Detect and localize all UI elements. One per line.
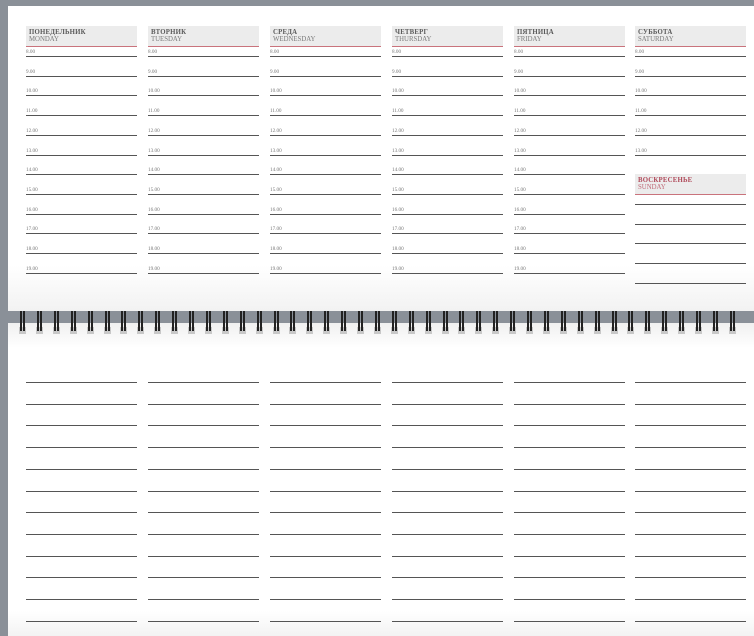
- spiral-coil: [120, 306, 127, 334]
- slot-time-label: 15.00: [270, 186, 282, 193]
- note-line[interactable]: [635, 556, 746, 557]
- note-line[interactable]: [270, 599, 381, 600]
- time-slot[interactable]: [270, 143, 381, 156]
- slot-time-label: 11.00: [148, 108, 160, 115]
- note-line[interactable]: [270, 425, 381, 426]
- spiral-coil: [577, 306, 584, 334]
- spiral-coil: [323, 306, 330, 334]
- time-slot[interactable]: [270, 182, 381, 195]
- sunday-slot[interactable]: [635, 192, 746, 205]
- note-line[interactable]: [514, 577, 625, 578]
- note-line[interactable]: [635, 404, 746, 405]
- time-slot[interactable]: [148, 221, 259, 234]
- time-slot[interactable]: [26, 261, 137, 274]
- day-column-monday: [26, 6, 137, 306]
- sunday-slot[interactable]: [635, 271, 746, 284]
- note-line[interactable]: [392, 447, 503, 448]
- slot-time-label: 8.00: [514, 49, 524, 55]
- time-slot[interactable]: [392, 241, 503, 254]
- note-line[interactable]: [392, 382, 503, 383]
- spiral-coil: [357, 306, 364, 334]
- spiral-coil: [509, 306, 516, 334]
- slot-time-label: 11.00: [514, 108, 526, 115]
- note-line[interactable]: [270, 621, 381, 622]
- note-line[interactable]: [635, 512, 746, 513]
- time-slot[interactable]: [635, 44, 746, 57]
- time-slot[interactable]: [148, 261, 259, 274]
- time-slot[interactable]: [392, 162, 503, 175]
- note-line[interactable]: [270, 447, 381, 448]
- spiral-coil: [70, 306, 77, 334]
- note-line[interactable]: [514, 491, 625, 492]
- slot-time-label: 13.00: [514, 147, 526, 154]
- spiral-coil: [594, 306, 601, 334]
- note-line[interactable]: [514, 404, 625, 405]
- note-line[interactable]: [635, 382, 746, 383]
- day-name-ru: ВОСКРЕСЕНЬЕ: [638, 177, 693, 184]
- slot-time-label: 13.00: [392, 147, 404, 154]
- spiral-coil: [19, 306, 26, 334]
- day-name-en: MONDAY: [29, 36, 59, 43]
- note-line[interactable]: [635, 599, 746, 600]
- spiral-coil: [289, 306, 296, 334]
- slot-time-label: 16.00: [514, 206, 526, 213]
- sunday-slot[interactable]: [635, 231, 746, 244]
- sunday-slot[interactable]: [635, 212, 746, 225]
- slot-time-label: 19.00: [392, 265, 404, 272]
- time-slot[interactable]: [270, 44, 381, 57]
- slot-time-label: 16.00: [392, 206, 404, 213]
- spiral-coil: [661, 306, 668, 334]
- slot-time-label: 14.00: [514, 167, 526, 174]
- spiral-coil: [36, 306, 43, 334]
- time-slot[interactable]: [514, 83, 625, 96]
- time-slot[interactable]: [270, 103, 381, 116]
- note-line[interactable]: [270, 469, 381, 470]
- spiral-coil: [239, 306, 246, 334]
- note-line[interactable]: [148, 469, 259, 470]
- time-slot[interactable]: [26, 221, 137, 234]
- day-column-thursday: [392, 6, 503, 306]
- note-line[interactable]: [514, 447, 625, 448]
- slot-time-label: 17.00: [270, 226, 282, 233]
- day-name-en: TUESDAY: [151, 36, 183, 43]
- note-line[interactable]: [26, 556, 137, 557]
- spiral-coil: [408, 306, 415, 334]
- spiral-coil: [188, 306, 195, 334]
- slot-time-label: 9.00: [514, 68, 524, 75]
- slot-time-label: 11.00: [26, 108, 38, 115]
- slot-time-label: 12.00: [270, 127, 282, 134]
- slot-time-label: 9.00: [392, 68, 402, 75]
- spiral-coil: [458, 306, 465, 334]
- slot-time-label: 14.00: [26, 167, 38, 174]
- slot-time-label: 9.00: [270, 68, 280, 75]
- time-slot[interactable]: [635, 83, 746, 96]
- spiral-coil: [678, 306, 685, 334]
- time-slot[interactable]: [26, 83, 137, 96]
- day-column-friday: [514, 6, 625, 306]
- slot-time-label: 11.00: [392, 108, 404, 115]
- spiral-coil: [154, 306, 161, 334]
- time-slot[interactable]: [392, 64, 503, 77]
- note-line[interactable]: [392, 425, 503, 426]
- note-line[interactable]: [635, 447, 746, 448]
- note-line[interactable]: [148, 404, 259, 405]
- time-slot[interactable]: [26, 143, 137, 156]
- note-line[interactable]: [148, 599, 259, 600]
- spiral-coil: [611, 306, 618, 334]
- day-column-saturday: [635, 6, 746, 306]
- slot-time-label: 10.00: [26, 88, 38, 95]
- slot-time-label: 10.00: [635, 88, 647, 95]
- day-name-en: THURSDAY: [395, 36, 432, 43]
- time-slot[interactable]: [148, 182, 259, 195]
- spiral-coil: [273, 306, 280, 334]
- time-slot[interactable]: [514, 44, 625, 57]
- slot-time-label: 11.00: [635, 108, 647, 115]
- spiral-coil: [492, 306, 499, 334]
- slot-time-label: 15.00: [392, 186, 404, 193]
- time-slot[interactable]: [148, 83, 259, 96]
- time-slot[interactable]: [392, 202, 503, 215]
- note-line[interactable]: [26, 382, 137, 383]
- time-slot[interactable]: [514, 221, 625, 234]
- time-slot[interactable]: [26, 123, 137, 136]
- time-slot[interactable]: [26, 103, 137, 116]
- time-slot[interactable]: [148, 123, 259, 136]
- note-line[interactable]: [392, 512, 503, 513]
- spiral-coil: [475, 306, 482, 334]
- note-line[interactable]: [270, 404, 381, 405]
- note-line[interactable]: [635, 534, 746, 535]
- slot-time-label: 8.00: [270, 49, 280, 55]
- note-line[interactable]: [26, 469, 137, 470]
- note-line[interactable]: [26, 425, 137, 426]
- spiral-coil: [104, 306, 111, 334]
- time-slot[interactable]: [514, 64, 625, 77]
- time-slot[interactable]: [392, 123, 503, 136]
- spiral-coil: [644, 306, 651, 334]
- time-slot[interactable]: [514, 143, 625, 156]
- slot-time-label: 13.00: [270, 147, 282, 154]
- slot-time-label: 19.00: [270, 265, 282, 272]
- slot-time-label: 19.00: [26, 265, 38, 272]
- slot-time-label: 16.00: [148, 206, 160, 213]
- time-slot[interactable]: [635, 64, 746, 77]
- note-line[interactable]: [26, 404, 137, 405]
- note-line[interactable]: [514, 556, 625, 557]
- time-slot[interactable]: [392, 221, 503, 234]
- note-line[interactable]: [270, 382, 381, 383]
- time-slot[interactable]: [270, 123, 381, 136]
- day-name-en: SUNDAY: [638, 184, 666, 191]
- slot-time-label: 15.00: [514, 186, 526, 193]
- note-line[interactable]: [392, 491, 503, 492]
- note-line[interactable]: [392, 404, 503, 405]
- note-line[interactable]: [514, 382, 625, 383]
- note-line[interactable]: [514, 425, 625, 426]
- slot-time-label: 12.00: [635, 127, 647, 134]
- day-name-ru: ПЯТНИЦА: [517, 29, 554, 36]
- spiral-coil: [560, 306, 567, 334]
- planner-notes-page: [8, 323, 754, 636]
- note-line[interactable]: [270, 491, 381, 492]
- day-name-ru: ЧЕТВЕРГ: [395, 29, 428, 36]
- note-line[interactable]: [514, 599, 625, 600]
- planner-top-page: [8, 6, 754, 311]
- spiral-coil: [712, 306, 719, 334]
- time-slot[interactable]: [148, 241, 259, 254]
- time-slot[interactable]: [270, 162, 381, 175]
- spiral-coil: [171, 306, 178, 334]
- spiral-coil: [425, 306, 432, 334]
- day-name-ru: ПОНЕДЕЛЬНИК: [29, 29, 86, 36]
- spiral-coil: [340, 306, 347, 334]
- time-slot[interactable]: [514, 123, 625, 136]
- time-slot[interactable]: [148, 64, 259, 77]
- spiral-coil: [53, 306, 60, 334]
- slot-time-label: 18.00: [26, 246, 38, 252]
- time-slot[interactable]: [270, 202, 381, 215]
- spiral-binding: [8, 306, 754, 336]
- slot-time-label: 19.00: [514, 265, 526, 272]
- spiral-coil: [256, 306, 263, 334]
- time-slot[interactable]: [392, 44, 503, 57]
- note-line[interactable]: [26, 512, 137, 513]
- slot-time-label: 16.00: [26, 206, 38, 213]
- note-line[interactable]: [26, 599, 137, 600]
- note-line[interactable]: [635, 425, 746, 426]
- spiral-coil: [729, 306, 736, 334]
- slot-time-label: 10.00: [148, 88, 160, 95]
- slot-time-label: 10.00: [270, 88, 282, 95]
- slot-time-label: 10.00: [514, 88, 526, 95]
- slot-time-label: 10.00: [392, 88, 404, 95]
- note-line[interactable]: [635, 577, 746, 578]
- note-line[interactable]: [270, 556, 381, 557]
- spiral-coil: [137, 306, 144, 334]
- spiral-coil: [205, 306, 212, 334]
- time-slot[interactable]: [392, 182, 503, 195]
- slot-time-label: 18.00: [270, 246, 282, 252]
- time-slot[interactable]: [148, 202, 259, 215]
- slot-time-label: 15.00: [148, 186, 160, 193]
- note-line[interactable]: [148, 491, 259, 492]
- time-slot[interactable]: [270, 241, 381, 254]
- time-slot[interactable]: [392, 261, 503, 274]
- slot-time-label: 15.00: [26, 186, 38, 193]
- time-slot[interactable]: [514, 182, 625, 195]
- note-line[interactable]: [392, 534, 503, 535]
- time-slot[interactable]: [26, 162, 137, 175]
- slot-time-label: 12.00: [148, 127, 160, 134]
- slot-time-label: 12.00: [392, 127, 404, 134]
- time-slot[interactable]: [392, 143, 503, 156]
- note-line[interactable]: [26, 491, 137, 492]
- slot-time-label: 13.00: [635, 147, 647, 154]
- slot-time-label: 8.00: [392, 49, 402, 55]
- slot-time-label: 9.00: [26, 68, 36, 75]
- day-column-wednesday: [270, 6, 381, 306]
- sunday-slot[interactable]: [635, 251, 746, 264]
- note-line[interactable]: [270, 534, 381, 535]
- spiral-coil: [543, 306, 550, 334]
- slot-time-label: 13.00: [26, 147, 38, 154]
- note-line[interactable]: [26, 447, 137, 448]
- day-name-ru: ВТОРНИК: [151, 29, 187, 36]
- day-name-en: WEDNESDAY: [273, 36, 316, 43]
- note-line[interactable]: [514, 512, 625, 513]
- note-line[interactable]: [26, 621, 137, 622]
- time-slot[interactable]: [635, 123, 746, 136]
- spiral-coil: [442, 306, 449, 334]
- time-slot[interactable]: [148, 162, 259, 175]
- note-line[interactable]: [392, 556, 503, 557]
- day-name-en: FRIDAY: [517, 36, 542, 43]
- time-slot[interactable]: [26, 202, 137, 215]
- time-slot[interactable]: [514, 103, 625, 116]
- spiral-coil: [627, 306, 634, 334]
- time-slot[interactable]: [148, 143, 259, 156]
- note-line[interactable]: [514, 469, 625, 470]
- slot-time-label: 12.00: [514, 127, 526, 134]
- time-slot[interactable]: [270, 221, 381, 234]
- note-line[interactable]: [270, 512, 381, 513]
- slot-time-label: 8.00: [635, 49, 645, 55]
- slot-time-label: 14.00: [270, 167, 282, 174]
- note-line[interactable]: [148, 556, 259, 557]
- note-line[interactable]: [148, 577, 259, 578]
- slot-time-label: 19.00: [148, 265, 160, 272]
- spiral-coil: [526, 306, 533, 334]
- note-line[interactable]: [26, 534, 137, 535]
- time-slot[interactable]: [148, 44, 259, 57]
- slot-time-label: 12.00: [26, 127, 38, 134]
- slot-time-label: 16.00: [270, 206, 282, 213]
- slot-time-label: 8.00: [26, 49, 36, 55]
- note-line[interactable]: [148, 512, 259, 513]
- time-slot[interactable]: [26, 64, 137, 77]
- slot-time-label: 9.00: [148, 68, 158, 75]
- note-line[interactable]: [635, 621, 746, 622]
- time-slot[interactable]: [635, 143, 746, 156]
- note-line[interactable]: [392, 469, 503, 470]
- spiral-coil: [87, 306, 94, 334]
- note-line[interactable]: [392, 577, 503, 578]
- time-slot[interactable]: [270, 83, 381, 96]
- day-name-ru: СРЕДА: [273, 29, 298, 36]
- time-slot[interactable]: [148, 103, 259, 116]
- note-line[interactable]: [392, 621, 503, 622]
- day-column-tuesday: [148, 6, 259, 306]
- note-line[interactable]: [148, 425, 259, 426]
- note-line[interactable]: [26, 577, 137, 578]
- spiral-coil: [374, 306, 381, 334]
- slot-time-label: 17.00: [148, 226, 160, 233]
- spiral-coil: [306, 306, 313, 334]
- time-slot[interactable]: [514, 202, 625, 215]
- spiral-coil: [222, 306, 229, 334]
- note-line[interactable]: [270, 577, 381, 578]
- day-name-ru: СУББОТА: [638, 29, 673, 36]
- time-slot[interactable]: [392, 103, 503, 116]
- slot-time-label: 18.00: [514, 246, 526, 252]
- slot-time-label: 14.00: [148, 167, 160, 174]
- slot-time-label: 14.00: [392, 167, 404, 174]
- time-slot[interactable]: [270, 64, 381, 77]
- note-line[interactable]: [514, 621, 625, 622]
- slot-time-label: 17.00: [392, 226, 404, 233]
- slot-time-label: 18.00: [148, 246, 160, 252]
- slot-time-label: 13.00: [148, 147, 160, 154]
- slot-time-label: 18.00: [392, 246, 404, 252]
- time-slot[interactable]: [514, 241, 625, 254]
- note-line[interactable]: [635, 491, 746, 492]
- note-line[interactable]: [514, 534, 625, 535]
- spiral-coil: [695, 306, 702, 334]
- note-line[interactable]: [148, 534, 259, 535]
- time-slot[interactable]: [392, 83, 503, 96]
- slot-time-label: 8.00: [148, 49, 158, 55]
- slot-time-label: 17.00: [26, 226, 38, 233]
- time-slot[interactable]: [514, 162, 625, 175]
- note-line[interactable]: [392, 599, 503, 600]
- spiral-coil: [391, 306, 398, 334]
- note-line[interactable]: [148, 382, 259, 383]
- note-line[interactable]: [635, 469, 746, 470]
- time-slot[interactable]: [26, 44, 137, 57]
- time-slot[interactable]: [635, 103, 746, 116]
- slot-time-label: 11.00: [270, 108, 282, 115]
- day-name-en: SATURDAY: [638, 36, 674, 43]
- slot-time-label: 9.00: [635, 68, 645, 75]
- note-line[interactable]: [148, 621, 259, 622]
- slot-time-label: 17.00: [514, 226, 526, 233]
- time-slot[interactable]: [26, 241, 137, 254]
- time-slot[interactable]: [270, 261, 381, 274]
- note-line[interactable]: [148, 447, 259, 448]
- time-slot[interactable]: [26, 182, 137, 195]
- time-slot[interactable]: [514, 261, 625, 274]
